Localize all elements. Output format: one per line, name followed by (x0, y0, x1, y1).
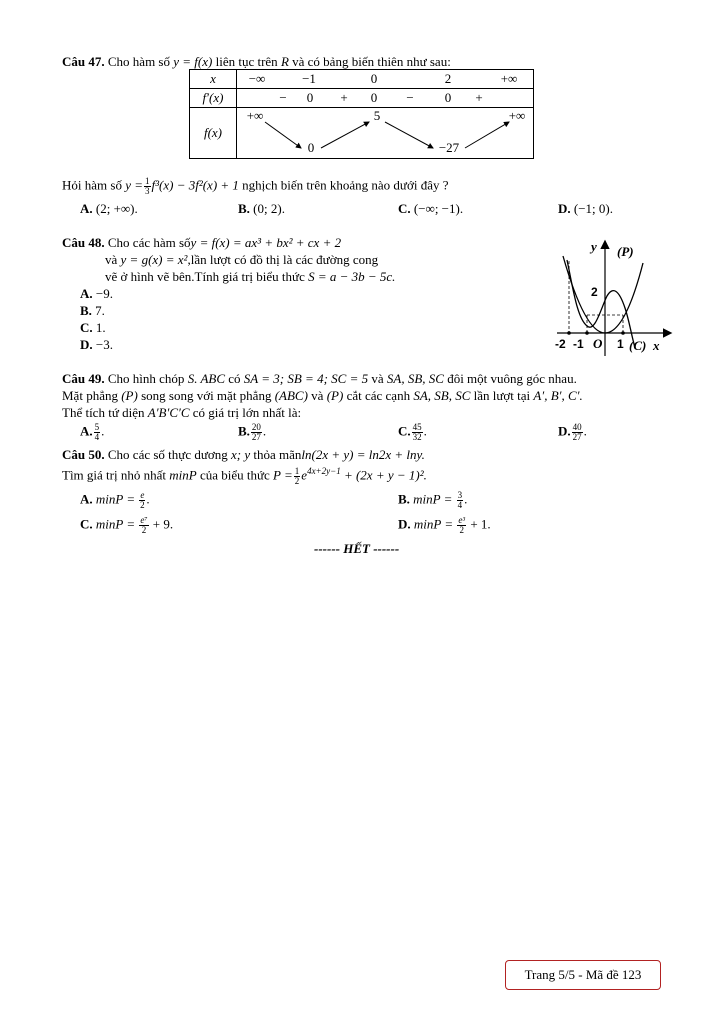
q47-question-text: nghịch biến trên khoảng nào dưới đây ? (242, 177, 449, 193)
f-value: +∞ (508, 108, 526, 123)
q49-answer-b: B. $\frac{20}{27}$ . (238, 422, 267, 442)
q48-expression: S = a − 3b − 5c. (308, 269, 396, 284)
q48-text: ,lần lượt có đồ thị là các đường cong (187, 252, 379, 267)
q50-text: Cho các số thực dương (107, 447, 228, 462)
q49-line1 (62, 371, 577, 387)
q49-text: song song với mặt phẳng (141, 388, 272, 403)
decrease-arrow (385, 122, 433, 148)
q49-math: A′, B′, C′. (533, 388, 583, 403)
q49-math: (P) (121, 388, 138, 403)
tick-dot (567, 331, 571, 335)
q48-line2 (105, 252, 378, 268)
q47-set: R (280, 54, 289, 69)
q49-line3 (62, 405, 301, 421)
q49-text: và (371, 371, 384, 386)
increase-arrow (465, 122, 509, 148)
x-value: 0 (370, 71, 378, 86)
sign: − (279, 90, 287, 105)
q50-text: Tìm giá trị nhỏ nhất (62, 467, 166, 483)
tick-dot (585, 331, 589, 335)
q47-answer-a: A. (2; +∞). (80, 201, 138, 216)
q49-text: Mặt phẳng (62, 388, 118, 403)
q49-line2 (62, 388, 583, 404)
q47-func: y = f(x) (173, 54, 213, 69)
fprime-signs-row (237, 89, 534, 108)
q47-answer-c: C. (−∞; −1). (398, 201, 464, 216)
q47-line1 (62, 54, 451, 70)
q50-answer-d: D. minP = $\frac{\text{e³}}{2}$ + 1. (398, 515, 491, 535)
P-label: (P) (617, 244, 634, 259)
q47-number: Câu 47. (62, 54, 105, 69)
q50-text: thỏa mãn (253, 447, 302, 462)
f-value: 0 (307, 140, 315, 155)
q48-answer-a: A. −9. (80, 286, 113, 301)
decrease-arrow (265, 122, 301, 148)
f-value: −27 (438, 140, 460, 155)
fraction: $\frac{1}{3}$ (145, 176, 150, 196)
q49-math: A′B′C′C (147, 405, 190, 420)
q50-text: của biểu thức (199, 467, 270, 483)
q48-line3 (105, 269, 395, 285)
q50-math: minP (169, 467, 197, 483)
variation-table (189, 69, 534, 159)
tick-label: 1 (617, 337, 624, 351)
y-label: y (591, 239, 597, 254)
q49-text: đôi một vuông góc nhau. (447, 371, 577, 386)
f-value: +∞ (246, 108, 264, 123)
q48-text: và (105, 252, 118, 267)
q49-text: Thể tích tứ diện (62, 405, 145, 420)
q49-text: có giá trị lớn nhất là: (192, 405, 302, 420)
q48-number: Câu 48. (62, 235, 105, 250)
q49-math: (ABC) (274, 388, 308, 403)
q49-math: SA, SB, SC (386, 371, 444, 386)
x-label-cell: x (190, 70, 237, 89)
q47-question-func: y = (125, 177, 143, 193)
q49-text: Cho hình chóp (107, 371, 185, 386)
q50-math: e (301, 467, 308, 483)
q50-math: + (2x + y − 1)². (343, 467, 427, 483)
q48-func: y = g(x) = x² (120, 252, 188, 267)
q50-answer-b: B. minP = $\frac{3}{4}$ . (398, 490, 468, 510)
q49-math: SA = 3; SB = 4; SC = 5 (243, 371, 369, 386)
q47-answer-b: B. (0; 2). (238, 201, 285, 216)
x-values-row (237, 70, 534, 89)
sign: 0 (306, 90, 314, 105)
q48-text: vẽ ở hình vẽ bên.Tính giá trị biểu thức (105, 269, 305, 284)
sign: 0 (444, 90, 452, 105)
f-values-row (237, 108, 534, 159)
q50-math: x; y (231, 447, 251, 462)
q48-text: Cho các hàm số (107, 235, 191, 250)
q48-answer-b: B. 7. (80, 303, 105, 318)
q47-text: liên tục trên (215, 54, 278, 69)
exponent: 4x+2y−1 (307, 466, 341, 476)
q50-line2: Tìm giá trị nhỏ nhất minP của biểu thức P = $\frac{1}{2}$ $e^{4x+2y-1} + (2x + y - 1)^2$. (62, 465, 427, 486)
f-value: 5 (373, 108, 381, 123)
increase-arrow (321, 122, 369, 148)
sign: − (406, 90, 414, 105)
sign: + (475, 90, 483, 105)
q49-text: và (311, 388, 324, 403)
origin-label: O (593, 336, 603, 351)
q48-graph (555, 238, 675, 358)
x-value: −1 (302, 71, 316, 86)
cubic-C (567, 260, 635, 348)
q47-question-text: Hỏi hàm số (62, 177, 122, 193)
q47-text: và có bảng biến thiên như sau: (292, 54, 451, 69)
x-label: x (653, 338, 660, 353)
sign: + (340, 90, 348, 105)
q49-text: lần lượt tại (473, 388, 531, 403)
q50-answer-a: A. minP = $\frac{e}{2}$ . (80, 490, 150, 510)
q47-question (62, 177, 449, 196)
q47-question-func: f³(x) − 3f²(x) + 1 (151, 177, 239, 193)
q49-math: SA, SB, SC (413, 388, 471, 403)
x-value: +∞ (500, 71, 518, 86)
q49-answer-c: C. $\frac{45}{32}$ . (398, 422, 427, 442)
q49-number: Câu 49. (62, 371, 105, 386)
page-footer: Trang 5/5 - Mã đề 123 (505, 960, 661, 990)
x-value: −∞ (248, 71, 266, 86)
tick-label: -1 (573, 337, 584, 351)
q50-math: ln(2x + y) = ln2x + lny. (301, 447, 425, 462)
x-value: 2 (444, 71, 452, 86)
q49-text: có (228, 371, 241, 386)
parabola-P (563, 256, 643, 333)
q48-func: y = f(x) = ax³ + bx² + cx + 2 (190, 235, 342, 250)
q49-answer-d: D. $\frac{40}{27}$ . (558, 422, 587, 442)
q50-answer-c: C. minP = $\frac{\text{e⁷}}{2}$ + 9. (80, 515, 174, 535)
value-2: 2 (591, 285, 598, 299)
sign: 0 (370, 90, 378, 105)
end-marker: ------ HẾT ------ (314, 541, 400, 556)
variation-arrows (237, 108, 534, 158)
q47-text: Cho hàm số (107, 54, 170, 69)
f-label-cell: f(x) (190, 108, 237, 159)
q50-number: Câu 50. (62, 447, 105, 462)
q48-answer-d: D. −3. (80, 337, 113, 352)
q47-answer-d: D. (−1; 0). (558, 201, 613, 216)
q50-math: P = (273, 467, 293, 483)
q48-line1 (62, 235, 341, 251)
q48-answer-c: C. 1. (80, 320, 106, 335)
q49-text: cắt các cạnh (346, 388, 411, 403)
tick-label: -2 (555, 337, 566, 351)
tick-dot (621, 331, 625, 335)
q49-math: S. ABC (187, 371, 226, 386)
C-label: (C) (629, 338, 647, 353)
q50-line1 (62, 447, 425, 463)
fprime-label-cell: f′(x) (190, 89, 237, 108)
q49-answer-a: A. $\frac{5}{4}$ . (80, 422, 105, 442)
q49-math: (P) (326, 388, 344, 403)
